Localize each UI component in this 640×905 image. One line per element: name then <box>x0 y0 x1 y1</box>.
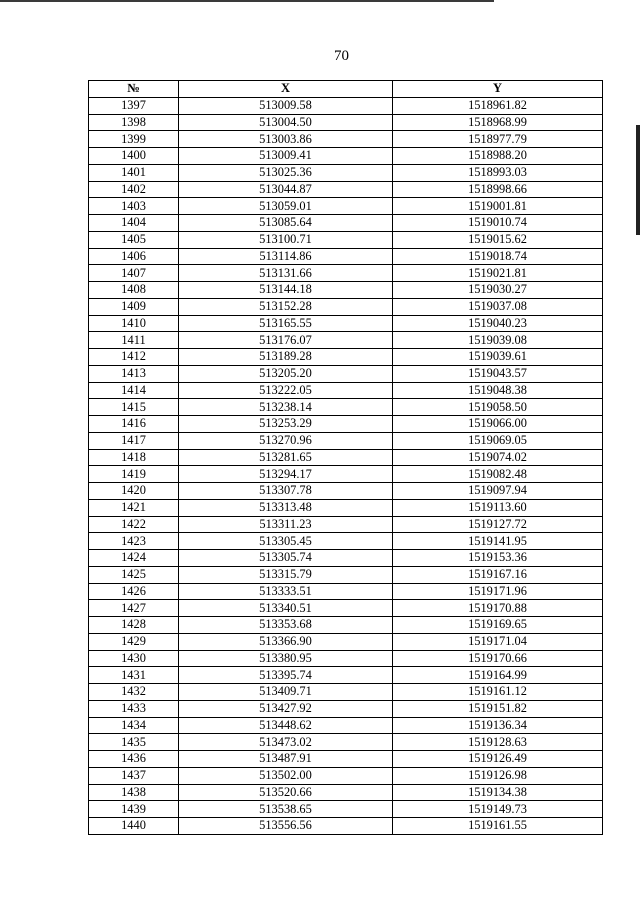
cell-number: 1400 <box>89 148 179 165</box>
cell-x: 513009.58 <box>179 97 393 114</box>
table-header <box>89 81 603 98</box>
table-row <box>89 650 603 667</box>
cell-number: 1421 <box>89 499 179 516</box>
cell-x: 513502.00 <box>179 767 393 784</box>
table-row <box>89 231 603 248</box>
table-row <box>89 131 603 148</box>
cell-x: 513009.41 <box>179 148 393 165</box>
cell-x: 513307.78 <box>179 483 393 500</box>
cell-y: 1519074.02 <box>393 449 603 466</box>
cell-number: 1427 <box>89 600 179 617</box>
cell-number: 1419 <box>89 466 179 483</box>
cell-x: 513305.74 <box>179 550 393 567</box>
table-row <box>89 198 603 215</box>
cell-number: 1431 <box>89 667 179 684</box>
table-row <box>89 181 603 198</box>
table-row <box>89 399 603 416</box>
cell-x: 513294.17 <box>179 466 393 483</box>
table-row <box>89 667 603 684</box>
cell-y: 1519010.74 <box>393 215 603 232</box>
cell-y: 1519126.49 <box>393 751 603 768</box>
cell-y: 1519136.34 <box>393 717 603 734</box>
cell-number: 1423 <box>89 533 179 550</box>
cell-number: 1403 <box>89 198 179 215</box>
cell-number: 1407 <box>89 265 179 282</box>
cell-x: 513281.65 <box>179 449 393 466</box>
cell-y: 1518961.82 <box>393 97 603 114</box>
table-row <box>89 332 603 349</box>
cell-number: 1438 <box>89 784 179 801</box>
cell-x: 513313.48 <box>179 499 393 516</box>
cell-y: 1519015.62 <box>393 231 603 248</box>
cell-x: 513353.68 <box>179 617 393 634</box>
cell-x: 513366.90 <box>179 633 393 650</box>
cell-x: 513333.51 <box>179 583 393 600</box>
cell-x: 513144.18 <box>179 282 393 299</box>
cell-x: 513059.01 <box>179 198 393 215</box>
cell-x: 513520.66 <box>179 784 393 801</box>
cell-number: 1416 <box>89 416 179 433</box>
cell-y: 1519126.98 <box>393 767 603 784</box>
cell-y: 1519039.08 <box>393 332 603 349</box>
cell-y: 1519161.12 <box>393 684 603 701</box>
cell-number: 1413 <box>89 365 179 382</box>
table-row <box>89 784 603 801</box>
cell-number: 1418 <box>89 449 179 466</box>
cell-y: 1518968.99 <box>393 114 603 131</box>
cell-y: 1519058.50 <box>393 399 603 416</box>
cell-y: 1519040.23 <box>393 315 603 332</box>
table-row <box>89 818 603 835</box>
scan-edge-right <box>636 125 640 235</box>
cell-x: 513165.55 <box>179 315 393 332</box>
cell-number: 1426 <box>89 583 179 600</box>
cell-y: 1519161.55 <box>393 818 603 835</box>
table-row <box>89 550 603 567</box>
cell-x: 513395.74 <box>179 667 393 684</box>
cell-number: 1402 <box>89 181 179 198</box>
cell-number: 1429 <box>89 633 179 650</box>
header-row <box>89 81 603 98</box>
table-row <box>89 600 603 617</box>
scan-edge-top <box>0 0 494 2</box>
cell-y: 1519082.48 <box>393 466 603 483</box>
cell-x: 513253.29 <box>179 416 393 433</box>
cell-y: 1519170.88 <box>393 600 603 617</box>
cell-number: 1425 <box>89 566 179 583</box>
cell-x: 513238.14 <box>179 399 393 416</box>
cell-x: 513270.96 <box>179 432 393 449</box>
cell-y: 1519128.63 <box>393 734 603 751</box>
table-row <box>89 751 603 768</box>
table-row <box>89 164 603 181</box>
header-y: Y <box>393 81 603 98</box>
cell-number: 1434 <box>89 717 179 734</box>
table-row <box>89 499 603 516</box>
cell-y: 1519066.00 <box>393 416 603 433</box>
cell-number: 1399 <box>89 131 179 148</box>
cell-x: 513427.92 <box>179 700 393 717</box>
table-row <box>89 148 603 165</box>
cell-y: 1519097.94 <box>393 483 603 500</box>
page-number: 70 <box>334 48 349 64</box>
table-row <box>89 449 603 466</box>
cell-number: 1397 <box>89 97 179 114</box>
cell-y: 1519149.73 <box>393 801 603 818</box>
table-row <box>89 298 603 315</box>
cell-y: 1519171.96 <box>393 583 603 600</box>
cell-number: 1415 <box>89 399 179 416</box>
cell-number: 1398 <box>89 114 179 131</box>
cell-x: 513114.86 <box>179 248 393 265</box>
cell-y: 1519030.27 <box>393 282 603 299</box>
cell-x: 513025.36 <box>179 164 393 181</box>
cell-y: 1519018.74 <box>393 248 603 265</box>
cell-x: 513487.91 <box>179 751 393 768</box>
cell-number: 1430 <box>89 650 179 667</box>
cell-number: 1422 <box>89 516 179 533</box>
cell-number: 1420 <box>89 483 179 500</box>
table-row <box>89 349 603 366</box>
cell-x: 513448.62 <box>179 717 393 734</box>
cell-y: 1519169.65 <box>393 617 603 634</box>
cell-x: 513085.64 <box>179 215 393 232</box>
table-row <box>89 97 603 114</box>
cell-y: 1519043.57 <box>393 365 603 382</box>
table-row <box>89 282 603 299</box>
table-row <box>89 700 603 717</box>
cell-x: 513131.66 <box>179 265 393 282</box>
table-row <box>89 583 603 600</box>
cell-number: 1404 <box>89 215 179 232</box>
table-row <box>89 315 603 332</box>
table-row <box>89 533 603 550</box>
table-row <box>89 516 603 533</box>
table-row <box>89 483 603 500</box>
cell-y: 1519048.38 <box>393 382 603 399</box>
cell-x: 513340.51 <box>179 600 393 617</box>
cell-y: 1519021.81 <box>393 265 603 282</box>
cell-number: 1432 <box>89 684 179 701</box>
cell-y: 1519151.82 <box>393 700 603 717</box>
table-row <box>89 365 603 382</box>
cell-number: 1437 <box>89 767 179 784</box>
cell-number: 1411 <box>89 332 179 349</box>
table-row <box>89 215 603 232</box>
cell-number: 1414 <box>89 382 179 399</box>
cell-y: 1519037.08 <box>393 298 603 315</box>
coordinates-table <box>88 80 603 835</box>
table-row <box>89 566 603 583</box>
cell-number: 1433 <box>89 700 179 717</box>
table-row <box>89 114 603 131</box>
cell-y: 1519113.60 <box>393 499 603 516</box>
cell-x: 513409.71 <box>179 684 393 701</box>
cell-x: 513189.28 <box>179 349 393 366</box>
cell-number: 1401 <box>89 164 179 181</box>
table-row <box>89 382 603 399</box>
cell-number: 1424 <box>89 550 179 567</box>
table-row <box>89 248 603 265</box>
table-row <box>89 432 603 449</box>
cell-x: 513222.05 <box>179 382 393 399</box>
cell-y: 1519127.72 <box>393 516 603 533</box>
cell-number: 1405 <box>89 231 179 248</box>
cell-x: 513315.79 <box>179 566 393 583</box>
table-row <box>89 466 603 483</box>
cell-number: 1408 <box>89 282 179 299</box>
header-x: X <box>179 81 393 98</box>
cell-number: 1435 <box>89 734 179 751</box>
table-row <box>89 801 603 818</box>
cell-y: 1519134.38 <box>393 784 603 801</box>
cell-y: 1519167.16 <box>393 566 603 583</box>
cell-y: 1518998.66 <box>393 181 603 198</box>
cell-x: 513176.07 <box>179 332 393 349</box>
table-row <box>89 617 603 634</box>
cell-number: 1440 <box>89 818 179 835</box>
cell-y: 1519141.95 <box>393 533 603 550</box>
cell-x: 513538.65 <box>179 801 393 818</box>
cell-y: 1519170.66 <box>393 650 603 667</box>
cell-x: 513305.45 <box>179 533 393 550</box>
cell-number: 1417 <box>89 432 179 449</box>
cell-x: 513003.86 <box>179 131 393 148</box>
cell-number: 1428 <box>89 617 179 634</box>
cell-x: 513380.95 <box>179 650 393 667</box>
table-row <box>89 767 603 784</box>
cell-x: 513205.20 <box>179 365 393 382</box>
cell-x: 513100.71 <box>179 231 393 248</box>
table-row <box>89 734 603 751</box>
cell-y: 1519039.61 <box>393 349 603 366</box>
cell-x: 513004.50 <box>179 114 393 131</box>
cell-x: 513152.28 <box>179 298 393 315</box>
cell-number: 1406 <box>89 248 179 265</box>
cell-y: 1519164.99 <box>393 667 603 684</box>
cell-number: 1412 <box>89 349 179 366</box>
cell-x: 513473.02 <box>179 734 393 751</box>
table-body <box>89 97 603 834</box>
table-row <box>89 717 603 734</box>
table-row <box>89 684 603 701</box>
cell-y: 1518993.03 <box>393 164 603 181</box>
cell-number: 1439 <box>89 801 179 818</box>
cell-y: 1518977.79 <box>393 131 603 148</box>
cell-y: 1518988.20 <box>393 148 603 165</box>
cell-x: 513556.56 <box>179 818 393 835</box>
cell-number: 1410 <box>89 315 179 332</box>
cell-x: 513044.87 <box>179 181 393 198</box>
cell-number: 1409 <box>89 298 179 315</box>
cell-y: 1519153.36 <box>393 550 603 567</box>
table-row <box>89 416 603 433</box>
cell-x: 513311.23 <box>179 516 393 533</box>
table-row <box>89 633 603 650</box>
cell-y: 1519171.04 <box>393 633 603 650</box>
cell-y: 1519001.81 <box>393 198 603 215</box>
cell-y: 1519069.05 <box>393 432 603 449</box>
cell-number: 1436 <box>89 751 179 768</box>
table-row <box>89 265 603 282</box>
header-number: № <box>89 81 179 98</box>
